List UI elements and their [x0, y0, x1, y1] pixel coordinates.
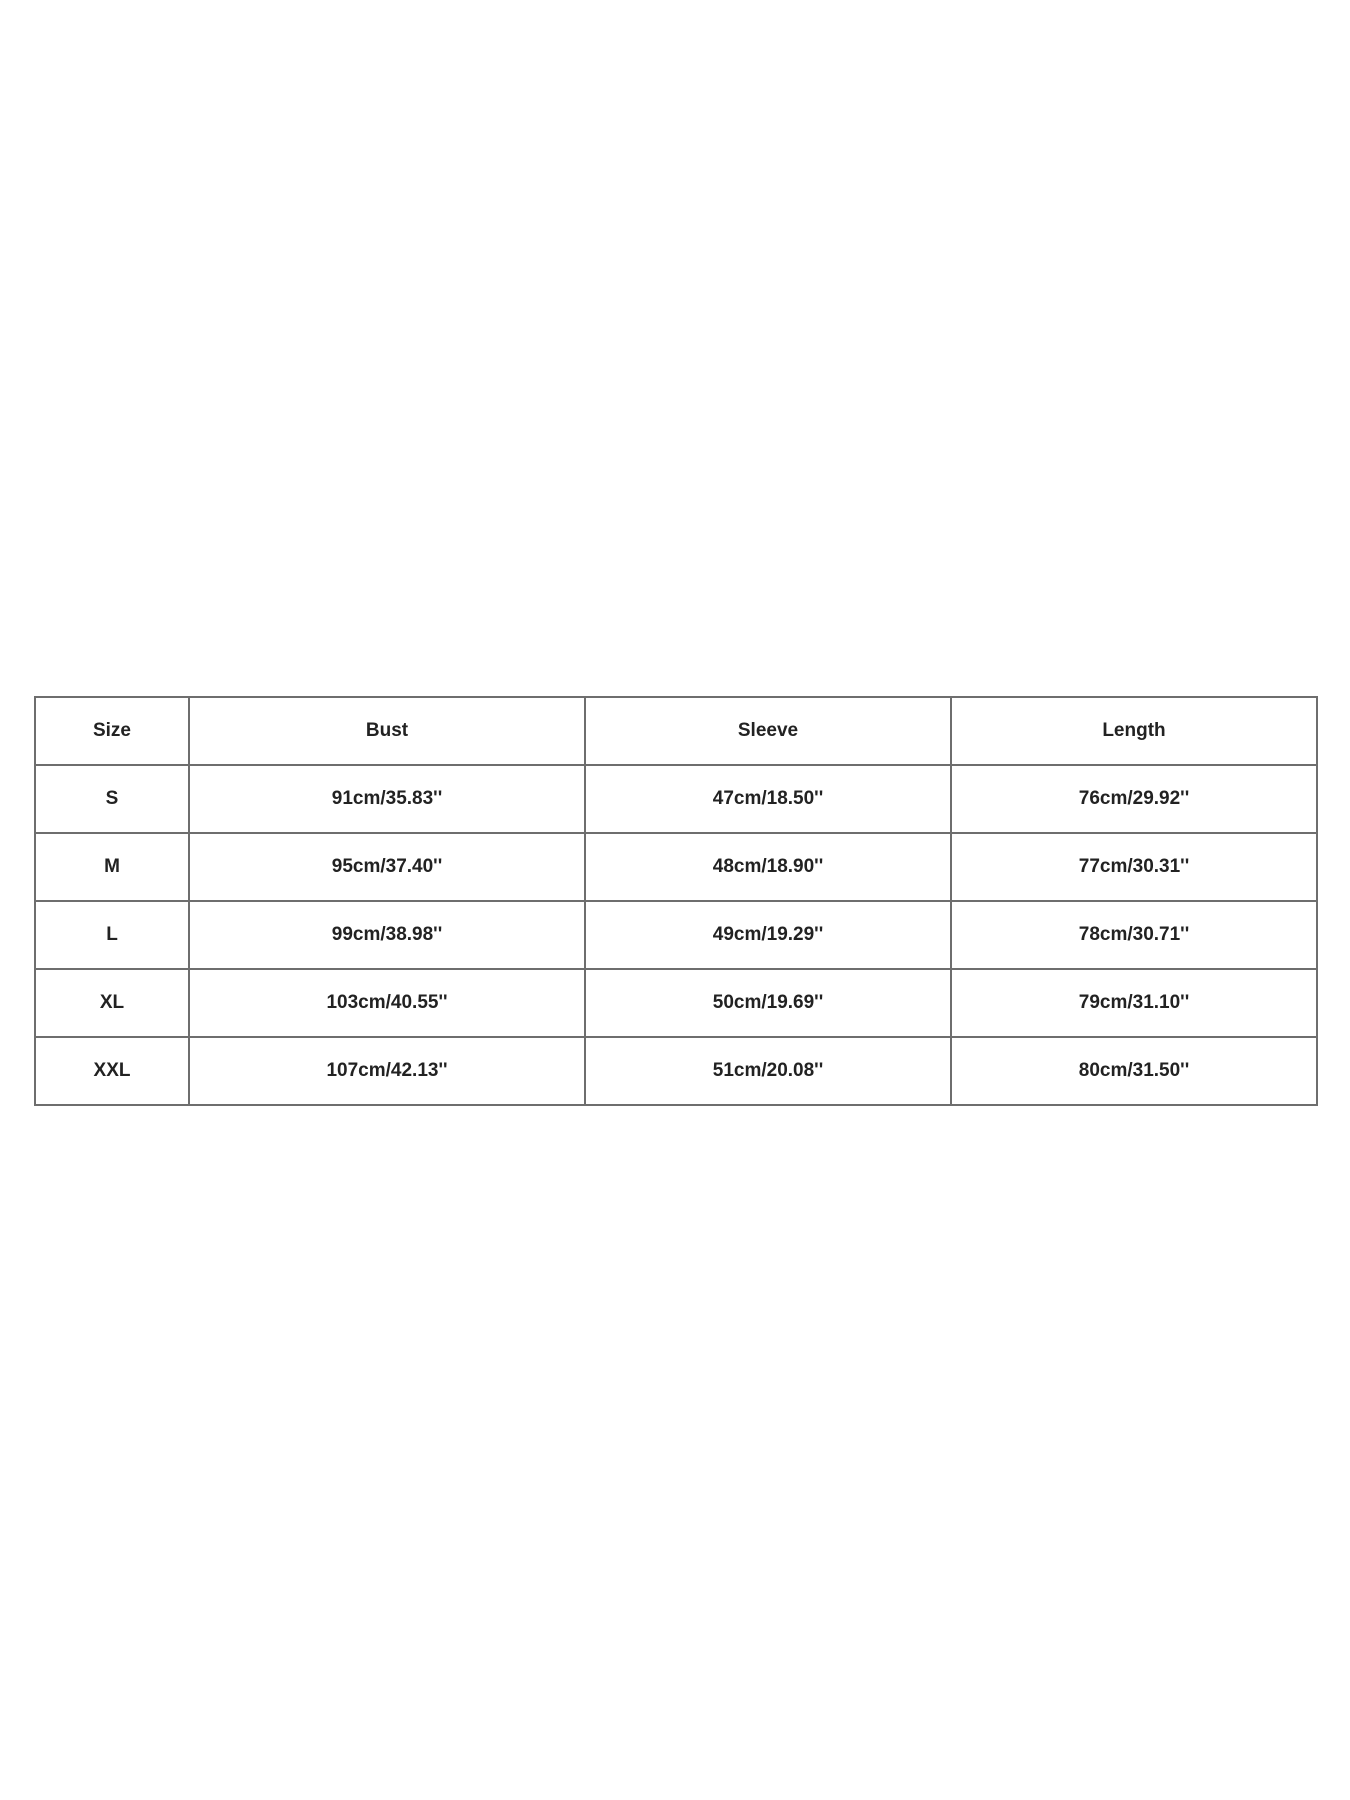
cell-bust: 99cm/38.98'' [189, 901, 585, 969]
cell-length: 80cm/31.50'' [951, 1037, 1317, 1105]
cell-bust: 103cm/40.55'' [189, 969, 585, 1037]
header-size: Size [35, 697, 189, 765]
table-row [35, 969, 1317, 1037]
size-chart-table [34, 696, 1318, 1106]
cell-sleeve: 49cm/19.29'' [585, 901, 951, 969]
cell-length: 79cm/31.10'' [951, 969, 1317, 1037]
cell-size: XXL [35, 1037, 189, 1105]
cell-sleeve: 50cm/19.69'' [585, 969, 951, 1037]
header-length: Length [951, 697, 1317, 765]
cell-bust: 91cm/35.83'' [189, 765, 585, 833]
cell-size: S [35, 765, 189, 833]
cell-bust: 107cm/42.13'' [189, 1037, 585, 1105]
table-header-row [35, 697, 1317, 765]
cell-length: 78cm/30.71'' [951, 901, 1317, 969]
table-row [35, 1037, 1317, 1105]
cell-length: 76cm/29.92'' [951, 765, 1317, 833]
cell-sleeve: 51cm/20.08'' [585, 1037, 951, 1105]
cell-size: M [35, 833, 189, 901]
table-row [35, 765, 1317, 833]
table-row [35, 833, 1317, 901]
cell-length: 77cm/30.31'' [951, 833, 1317, 901]
header-sleeve: Sleeve [585, 697, 951, 765]
cell-size: XL [35, 969, 189, 1037]
cell-sleeve: 47cm/18.50'' [585, 765, 951, 833]
table-row [35, 901, 1317, 969]
cell-sleeve: 48cm/18.90'' [585, 833, 951, 901]
header-bust: Bust [189, 697, 585, 765]
cell-bust: 95cm/37.40'' [189, 833, 585, 901]
cell-size: L [35, 901, 189, 969]
